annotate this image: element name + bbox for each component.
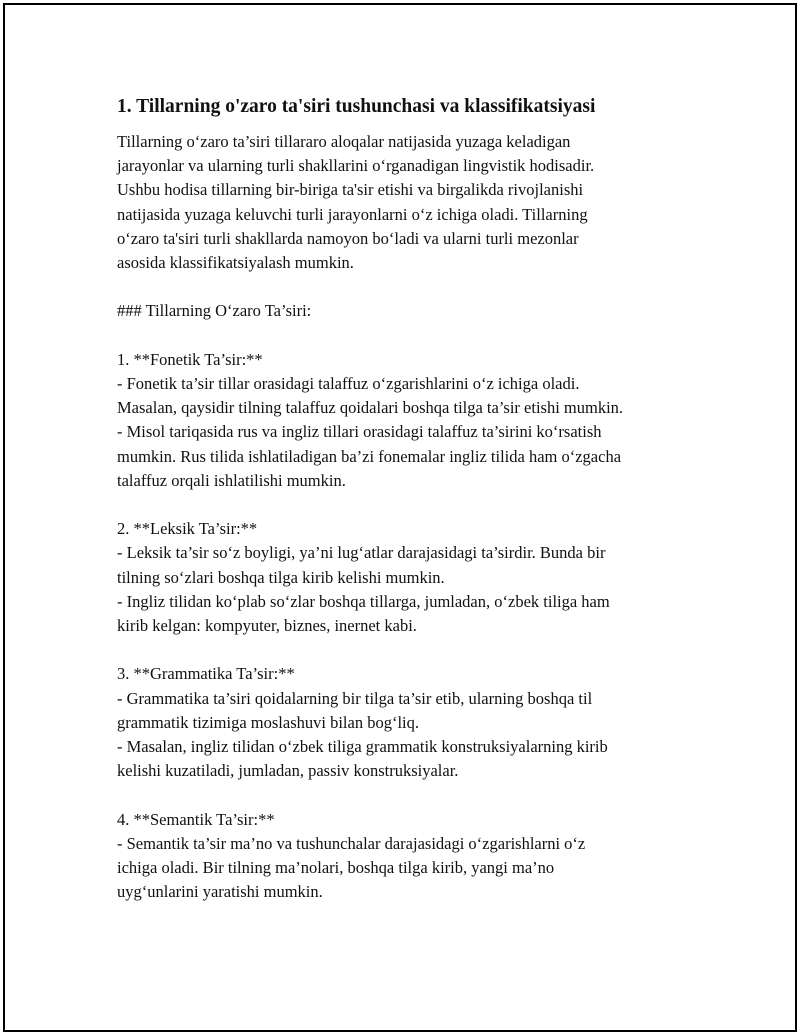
section-heading-grammatika: 3. **Grammatika Ta’sir:** bbox=[117, 664, 295, 684]
spacer bbox=[117, 493, 697, 517]
spacer bbox=[117, 324, 697, 348]
section-body-fonetik: - Fonetik ta’sir tillar orasidagi talaffuz o‘zgarishlarini o‘z ichiga oladi. Masalan, qaysidir tilning talaffuz qoidalari boshqa tilga ta’sir etishi mumkin. - Misol tariqasida rus va ingliz tillari orasidagi talaffuz ta’sirini ko‘rsatish mumkin. Rus tilida ishlatiladigan ba’zi fonemalar ingliz tilida ham o‘zgacha talaffuz orqali ishlatilishi mumkin. bbox=[117, 374, 624, 490]
section-body-semantik: - Semantik ta’sir ma’no va tushunchalar darajasidagi o‘zgarishlarni o‘z ichiga oladi. Bir tilning ma’nolari, boshqa tilga kirib, yangi ma’no uyg‘unlarini yaratishi mumkin. bbox=[117, 833, 586, 902]
section-heading-leksik: 2. **Leksik Ta’sir:** bbox=[117, 519, 258, 539]
section-body-grammatika: - Grammatika ta’siri qoidalarning bir tilga ta’sir etib, ularning boshqa til grammatik tizimiga moslashuvi bilan bog‘liq. - Masalan, ingliz tilidan o‘zbek tiliga grammatik konstruksiyalarning kirib kelishi kuzatiladi, jumladan, passiv konstruksiyalar. bbox=[117, 688, 608, 781]
spacer bbox=[117, 638, 697, 662]
document-title: 1. Tillarning o'zaro ta'siri tushunchasi va klassifikatsiyasi bbox=[117, 96, 596, 117]
section-heading-semantik: 4. **Semantik Ta’sir:** bbox=[117, 809, 275, 829]
spacer bbox=[117, 275, 697, 299]
spacer bbox=[117, 783, 697, 807]
section-heading-fonetik: 1. **Fonetik Ta’sir:** bbox=[117, 349, 263, 369]
subheading: ### Tillarning O‘zaro Ta’siri: bbox=[117, 301, 312, 321]
intro-paragraph: Tillarning o‘zaro ta’siri tillararo aloqalar natijasida yuzaga keladigan jarayonlar va ularning turli shakllarini o‘rganadigan lingvistik hodisadir. Ushbu hodisa tillarning bir-biriga ta'sir etishi va birgalikda rivojlanishi natijasida yuzaga keluvchi turli jarayonlarni o‘z ichiga oladi. Tillarning o‘zaro ta'siri turli shakllarda namoyon bo‘ladi va ularni turli mezonlar asosida klassifikatsiyalash mumkin. bbox=[117, 132, 595, 273]
section-body-leksik: - Leksik ta’sir so‘z boyligi, ya’ni lug‘atlar darajasidagi ta’sirdir. Bunda bir tilning so‘zlari boshqa tilga kirib kelishi mumkin. - Ingliz tilidan ko‘plab so‘zlar boshqa tillarga, jumladan, o‘zbek tiliga ham kirib kelgan: kompyuter, biznes, inernet kabi. bbox=[117, 543, 610, 636]
document-content bbox=[117, 93, 697, 904]
